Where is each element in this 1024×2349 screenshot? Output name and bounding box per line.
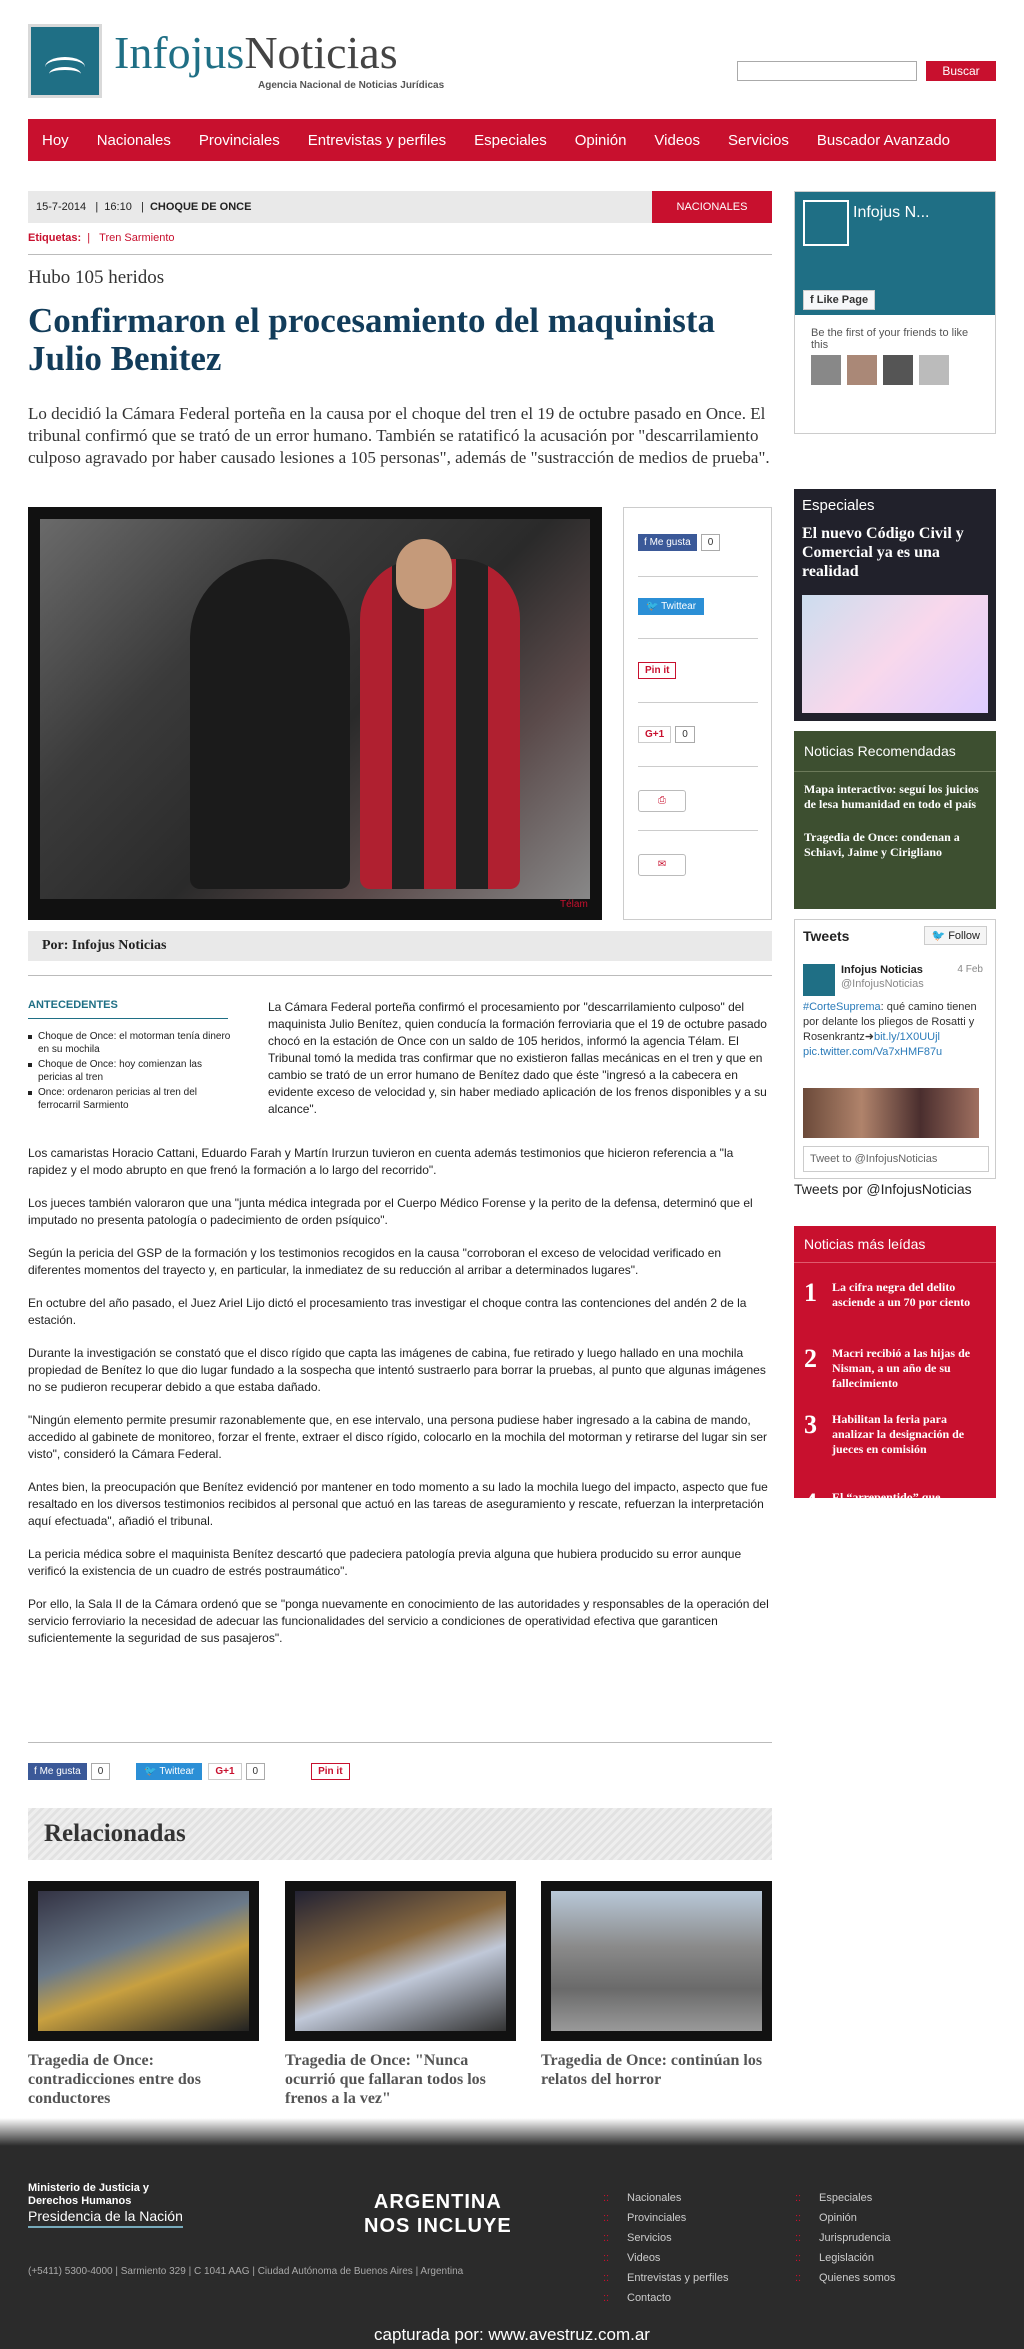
email-icon[interactable]: ✉ (638, 854, 686, 876)
article-time: 16:10 (104, 201, 132, 213)
facebook-like-button[interactable]: f Me gusta (638, 534, 697, 551)
pinterest-button[interactable]: Pin it (638, 662, 676, 679)
divider (28, 1018, 228, 1019)
related-item-title[interactable]: Tragedia de Once: "Nunca ocurrió que fallaran todos los frenos a la vez" (285, 2052, 486, 2107)
google-plus-button[interactable]: G+1 (638, 726, 671, 743)
tweets-label: Tweets (803, 928, 850, 944)
photo-credit: Télam (560, 899, 588, 910)
facebook-text: Be the first of your friends to like this (811, 327, 969, 351)
especiales-widget[interactable] (794, 489, 996, 721)
tweet-link[interactable]: bit.ly/1X0UUjl (873, 1031, 940, 1043)
byline: Por: Infojus Noticias (28, 931, 772, 961)
footer-link[interactable]: :: Videos (603, 2248, 728, 2268)
nav-item-opinion[interactable]: Opinión (574, 131, 627, 149)
footer-link[interactable]: :: Contacto (603, 2288, 728, 2308)
like-count: 0 (701, 534, 721, 551)
article-body (28, 1145, 772, 1663)
body-paragraph: Los jueces también valoraron que una "junta médica integrada por el Cuerpo Médico Forense y la perito de la defensa, determinó que el imputado no presenta patología o padecimiento de orden psíquico". (28, 1196, 753, 1227)
footer (0, 2146, 1024, 2349)
footer-link[interactable]: :: Especiales (795, 2188, 895, 2208)
logo-title[interactable]: InfojusNoticias (114, 27, 398, 78)
google-plus-button[interactable]: G+1 (208, 1763, 241, 1780)
especiales-image[interactable] (802, 595, 988, 713)
logo-subtitle: Agencia Nacional de Noticias Jurídicas (258, 80, 445, 91)
search-input[interactable] (737, 61, 917, 81)
related-title: Relacionadas (28, 1808, 772, 1860)
tweet-hashtag[interactable]: #CorteSuprema (803, 1001, 881, 1013)
avatar[interactable] (883, 355, 913, 385)
related-image[interactable] (541, 1881, 772, 2041)
related-item[interactable] (541, 1881, 772, 2089)
tweets-by-link[interactable]: Tweets por @InfojusNoticias (794, 1181, 972, 1197)
article-body-first: La Cámara Federal porteña confirmó el procesamiento por "descarrilamiento culposo" del maquinista Julio Benítez, quien conducía la formación ferroviaria que el 19 de octubre pasado chocó en la estación de Once con un saldo de 105 heridos, informó la agencia Télam. El Tribunal tomó la medida tras confirmar que no existieron fallas mecánicas en el tren y que en cambio se trató de un error humano de Benítez dado que éste "ingresó a la cabecera en evidente exceso de velocidad y, sin haber mediado aplicación de los frenos disponibles y a su alcance". (268, 1000, 767, 1116)
facebook-page-title[interactable]: Infojus N... (853, 204, 930, 221)
body-paragraph: Los camaristas Horacio Cattani, Eduardo Farah y Martín Irurzun tuvieron en cuenta además testimonios que hicieron referencia a "la rapidez y el modo abrupto en que frenó la formación a lo largo del recorrido". (28, 1146, 734, 1177)
related-item[interactable] (285, 1881, 516, 2108)
body-paragraph: "Ningún elemento permite presumir razonablemente que, en ese intervalo, una persona pudiese haber ingresado a la cabina de mando, accedido al gabinete de monitoreo, forzar el frente, extraer el disco rígido, colocarlo en la mochila del motorman y retirarse del lugar sin ser visto", consideró la Cámara Federal. (28, 1413, 768, 1461)
footer-link[interactable]: :: Nacionales (603, 2188, 728, 2208)
related-item-title[interactable]: Tragedia de Once: continúan los relatos del horror (541, 2052, 763, 2088)
body-paragraph: Durante la investigación se constató que el disco rígido que capta las imágenes de cabina, fue retirado y luego hallado en una mochila propiedad de Benítez lo que dio lugar fundado a la sospecha que intentó sustraerlo para borrar la pruebas, al punto que algunas imágenes no se pudieron recuperar debido a que estaba dañado. (28, 1346, 766, 1394)
twitter-icon: 🐦 (931, 930, 946, 942)
avatar[interactable] (847, 355, 877, 385)
argentina-logo[interactable]: ARGENTINA NOS INCLUYE (364, 2191, 512, 2237)
facebook-icon: f (34, 1766, 37, 1777)
especiales-label: Especiales (802, 497, 875, 514)
body-paragraph: Por ello, la Sala II de la Cámara ordenó que se "ponga nuevamente en conocimiento de las autoridades y responsables de la operación del servicio ferroviario la necesidad de adecuar las funcionalidades del servicio a condiciones de operatividad efectiva que garanticen suficientemente la seguridad de sus pasajeros". (28, 1597, 769, 1645)
infojus-logo-icon (803, 200, 849, 246)
divider (28, 1742, 772, 1743)
recomendadas-widget (794, 731, 996, 909)
related-item-title[interactable]: Tragedia de Once: contradicciones entre dos conductores (28, 2052, 202, 2107)
tag-link[interactable]: Tren Sarmiento (99, 232, 175, 244)
nav-item-hoy[interactable]: Hoy (42, 131, 69, 149)
article-kicker: Hubo 105 heridos (28, 267, 165, 288)
main-nav (28, 119, 996, 161)
header (0, 0, 1024, 118)
capture-credit: capturada por: www.avestruz.com.ar (374, 2325, 650, 2344)
twitter-icon: 🐦 (646, 601, 659, 612)
tweets-widget (794, 919, 996, 1179)
facebook-icon: f (644, 537, 647, 548)
footer-link[interactable]: :: Opinión (795, 2208, 895, 2228)
recomendada-item[interactable]: Tragedia de Once: condenan a Schiavi, Jaime y Cirigliano (804, 830, 960, 859)
tags: Etiquetas: | Tren Sarmiento (28, 232, 175, 244)
like-count: 0 (91, 1763, 111, 1780)
share-box (623, 507, 772, 920)
footer-link[interactable]: :: Quienes somos (795, 2268, 895, 2288)
footer-link[interactable]: :: Servicios (603, 2228, 728, 2248)
recomendada-item[interactable]: Mapa interactivo: seguí los juicios de lesa humanidad en todo el país (804, 782, 979, 811)
facebook-faces (795, 355, 995, 385)
facebook-widget (794, 191, 996, 434)
gplus-count: 0 (246, 1763, 266, 1780)
footer-link[interactable]: :: Legislación (795, 2248, 895, 2268)
follow-button[interactable]: 🐦 Follow (924, 926, 987, 945)
ministerio-text[interactable]: Ministerio de Justicia y Derechos Humanos (28, 2182, 150, 2207)
facebook-like-button[interactable]: f Me gusta (28, 1763, 87, 1780)
footer-link[interactable]: :: Jurisprudencia (795, 2228, 895, 2248)
nav-item-especiales[interactable]: Especiales (474, 131, 547, 149)
facebook-icon: f (810, 294, 814, 306)
body-paragraph: La pericia médica sobre el maquinista Benítez descartó que padeciera patología previa alguna que hubiera producido su error aunque verificó la existencia de un cuadro de estrés postraumático". (28, 1547, 742, 1578)
article-date: 15-7-2014 (36, 201, 87, 213)
article-lead: Lo decidió la Cámara Federal porteña en la causa por el choque del tren el 19 de octubre pasado en Once. El tribunal confirmó que se trató de un error humano. También se ratatificó la acusación por "descarrilamiento culposo agravado por haber causado lesiones a 105 personas", además de "sustracción de medios de prueba". (28, 404, 770, 467)
search-button[interactable]: Buscar (926, 61, 996, 81)
antecedente-item[interactable]: Once: ordenaron pericias al tren del ferrocarril Sarmiento (28, 1086, 238, 1112)
footer-links-col1 (603, 2188, 728, 2308)
article-meta: 15-7-2014 | 16:10 | CHOQUE DE ONCE (28, 191, 772, 223)
related-image[interactable] (285, 1881, 516, 2041)
body-paragraph: Según la pericia del GSP de la formación y los testimonios recogidos en la causa "corroboran el exceso de velocidad verificado en diferentes momentos del trayecto y, en particular, la inmediatez de su reducción al arribar a determinados lugares". (28, 1246, 722, 1277)
nav-item-entrevistas[interactable]: Entrevistas y perfiles (307, 131, 447, 149)
antecedente-item[interactable]: Choque de Once: el motorman tenía dinero en su mochila (28, 1030, 238, 1056)
divider (28, 975, 772, 976)
share-bar-bottom (28, 1763, 356, 1780)
tweet-date[interactable]: 4 Feb (957, 964, 983, 975)
nav-item-nacionales[interactable]: Nacionales (96, 131, 171, 149)
pinterest-button[interactable]: Pin it (311, 1763, 349, 1780)
nav-item-videos[interactable]: Videos (654, 131, 701, 149)
tags-label: Etiquetas: (28, 232, 82, 244)
especiales-title[interactable]: El nuevo Código Civil y Comercial ya es una realidad (802, 525, 964, 580)
facebook-banner[interactable] (795, 192, 995, 315)
article-topic[interactable]: CHOQUE DE ONCE (149, 201, 252, 213)
tweet-pic-link[interactable]: pic.twitter.com/Va7xHMF87u (803, 1046, 943, 1058)
footer-link[interactable]: :: Provinciales (603, 2208, 728, 2228)
article-headline: Confirmaron el procesamiento del maquinista Julio Benitez (28, 301, 716, 378)
avatar[interactable] (803, 964, 835, 996)
avatar[interactable] (811, 355, 841, 385)
footer-address: (+5411) 5300-4000 | Sarmiento 329 | C 1041 AAG | Ciudad Autónoma de Buenos Aires | Argentina (28, 2266, 464, 2277)
nav-item-buscador[interactable]: Buscador Avanzado (816, 131, 951, 149)
tweet-user-handle: @InfojusNoticias (841, 978, 924, 990)
footer-links-col2 (795, 2188, 895, 2288)
footer-link[interactable]: :: Entrevistas y perfiles (603, 2268, 728, 2288)
body-paragraph: En octubre del año pasado, el Juez Ariel Lijo dictó el procesamiento tras investigar el choque contra las contenciones del andén 2 de la estación. (28, 1296, 747, 1327)
body-paragraph: Antes bien, la preocupación que Benítez evidenció por mantener en todo momento a su lado la mochila luego del impacto, aspecto que fue resaltado en los diversos testimonios recibidos al personal que actuó en las tareas de aseguramiento y rescate, refuerzan la interpretación aquí efectuada", añadió el tribunal. (28, 1480, 768, 1528)
tweet-button[interactable]: 🐦 Twittear (136, 1763, 202, 1780)
avatar[interactable] (919, 355, 949, 385)
twitter-icon: 🐦 (144, 1766, 157, 1777)
recomendadas-label: Noticias Recomendadas (794, 731, 996, 772)
presidencia-text[interactable]: Presidencia de la Nación (28, 2208, 183, 2228)
section-tag[interactable]: NACIONALES (652, 191, 772, 223)
antecedentes-list (28, 1030, 238, 1114)
tweet-button[interactable]: 🐦 Twittear (638, 598, 704, 615)
tweet-to-input[interactable]: Tweet to @InfojusNoticias (803, 1146, 989, 1172)
footer-fade (0, 2118, 1024, 2146)
facebook-like-page-button[interactable]: f Like Page (803, 290, 875, 310)
nav-item-provinciales[interactable]: Provinciales (198, 131, 280, 149)
logo-icon[interactable] (28, 24, 102, 98)
divider (28, 254, 772, 255)
print-icon[interactable]: ⎙ (638, 790, 686, 812)
tweet-user-name[interactable]: Infojus Noticias (841, 964, 923, 976)
related-image[interactable] (28, 1881, 259, 2041)
tweet-image[interactable] (803, 1088, 979, 1138)
gplus-count: 0 (675, 726, 695, 743)
tweet-text: #CorteSuprema: qué camino tienen por delante los pliegos de Rosatti y Rosenkrantz➜bit.ly/1X0UUjl pic.twitter.com/Va7xHMF87u (803, 1001, 977, 1058)
mas-leidas-label: Noticias más leídas (794, 1226, 996, 1263)
article-photo (28, 507, 602, 920)
mas-leidas-widget: Noticias más leídas 1 La cifra negra del delito asciende a un 70 por ciento 2 Macri recibió a las hijas de Nisman, a un año de su fallecimiento 3 Habilitan la feria para analizar la designación de jueces en comisión 4 El “arrepentido” que colabora contra el narcotráfico (794, 1226, 996, 1498)
antecedentes-title: ANTECEDENTES (28, 999, 118, 1011)
related-item[interactable] (28, 1881, 259, 2108)
nav-item-servicios[interactable]: Servicios (728, 131, 789, 149)
antecedente-item[interactable]: Choque de Once: hoy comienzan las pericias al tren (28, 1058, 238, 1084)
photo-image (40, 519, 590, 899)
